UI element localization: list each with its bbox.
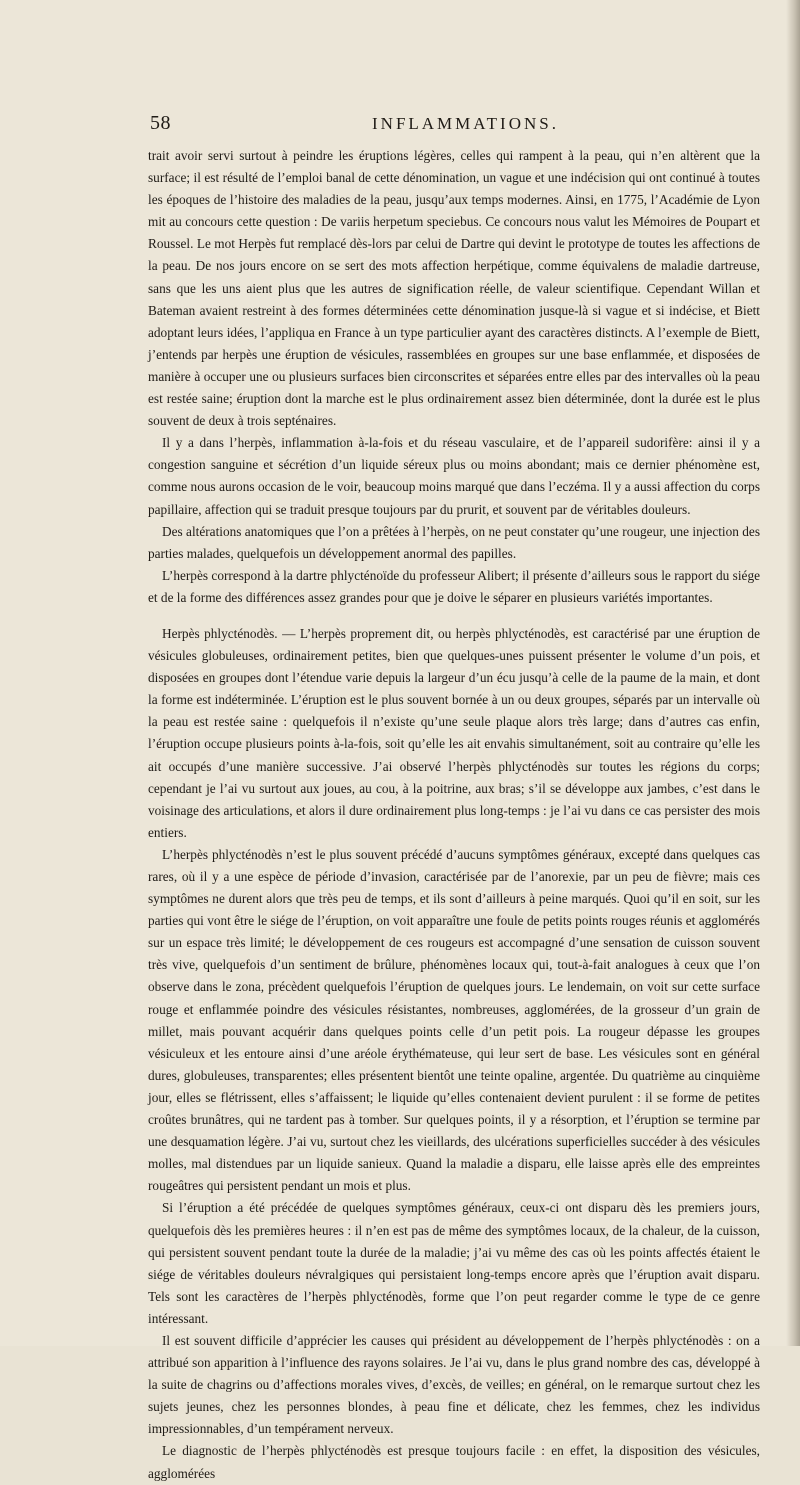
paragraph: Le diagnostic de l’herpès phlycténodès est presque toujours facile : en effet, la disposition des vésicules, agglomérées	[148, 1443, 760, 1481]
running-title: INFLAMMATIONS.	[372, 114, 559, 133]
paragraph: Si l’éruption a été précédée de quelques symptômes généraux, ceux-ci ont disparu dès les premiers jours, quelquefois dès les premières heures : il n’en est pas de même des symptômes locaux, de la chaleur, de la cuisson, qui persistent souvent pendant toute la durée de la maladie; j’ai vu même des cas où les points affectés étaient le siége de véritables douleurs névralgiques qui persistaient long-temps encore après que l’éruption avait disparu. Tels sont les caractères de l’herpès phlycténodès, forme que l’on peut regarder comme le type de ce genre intéressant.	[148, 1200, 760, 1326]
section-paragraph: Herpès phlycténodès. — L’herpès proprement dit, ou herpès phlycténodès, est caractérisé par une éruption de vésicules globuleuses, ordinairement petites, bien que quelques-unes puissent présenter le volume d’un pois, et disposées en groupes dont l’étendue varie depuis la largeur d’un écu jusqu’à celle de la paume de la main, et dont la forme est indéterminée. L’éruption est le plus souvent bornée à un ou deux groupes, séparés par un intervalle où la peau est restée saine : quelquefois il n’existe qu’une seule plaque alors très large; dans d’autres cas enfin, l’éruption occupe plusieurs points à-la-fois, soit qu’elle les ait envahis simultanément, soit au contraire qu’elle les ait occupés d’une manière successive. J’ai observé l’herpès phlycténodès sur toutes les régions du corps; cependant je l’ai vu surtout aux joues, au cou, à la poitrine, aux bras; s’il se développe aux jambes, c’est dans le voisinage des articulations, et alors il dure ordinairement plus long-temps : je l’ai vu dans ce cas persister des mois entiers.	[148, 625, 760, 840]
page-number: 58	[150, 112, 171, 134]
paragraph: Des altérations anatomiques que l’on a prêtées à l’herpès, on ne peut constater qu’une rougeur, une injection des parties malades, quelquefois un développement anormal des papilles.	[148, 523, 760, 561]
paragraph: Il y a dans l’herpès, inflammation à-la-fois et du réseau vasculaire, et de l’appareil sudorifère: ainsi il y a congestion sanguine et sécrétion d’un liquide séreux plus ou moins abondant; mais ce dernier phénomène est, comme nous aurons occasion de le voir, beaucoup moins marqué que dans l’eczéma. Il y a aussi affection du corps papillaire, affection qui se traduit presque toujours par du prurit, et souvent par de véritables douleurs.	[148, 435, 760, 517]
page-header	[150, 112, 760, 136]
page-edge-shadow	[786, 0, 800, 1346]
paragraph: trait avoir servi surtout à peindre les éruptions légères, celles qui rampent à la peau, qui n’en altèrent que la surface; il est résulté de l’emploi banal de cette dénomination, un vague et une indécision qui ont continué à toutes les époques de l’histoire des maladies de la peau, jusqu’aux temps modernes. Ainsi, en 1775, l’Académie de Lyon mit au concours cette question : De variis herpetum speciebus. Ce concours nous valut les Mémoires de Poupart et Roussel. Le mot Herpès fut remplacé dès-lors par celui de Dartre qui devint le prototype de toutes les affections de la peau. De nos jours encore on se sert des mots affection herpétique, comme équivalens de maladie dartreuse, sans que les uns aient plus que les autres de signification réelle, de valeur scientifique. Cependant Willan et Bateman avaient restreint à des formes déterminées cette dénomination jusque-là si vague et si indécise, et Biett adoptant leurs idées, l’appliqua en France à un type particulier ayant des caractères distincts. A l’exemple de Biett, j’entends par herpès une éruption de vésicules, rassemblées en groupes sur une base enflammée, et disposées de manière à occuper une ou plusieurs surfaces bien circonscrites et séparées entre elles par des intervalles où la peau est restée saine; éruption dont la marche est le plus ordinairement assez bien déterminée, dont la durée est le plus souvent de deux à trois septénaires.	[148, 148, 760, 429]
paragraph: L’herpès correspond à la dartre phlycténoïde du professeur Alibert; il présente d’ailleurs sous le rapport du siége et de la forme des différences assez grandes pour que je doive le séparer en plusieurs variétés importantes.	[148, 567, 760, 605]
body-text	[148, 145, 760, 1485]
paragraph: L’herpès phlycténodès n’est le plus souvent précédé d’aucuns symptômes généraux, excepté dans quelques cas rares, où il y a une espèce de période d’invasion, caractérisée par de l’anorexie, par un peu de fièvre; mais ces symptômes ne durent alors que très peu de temps, et ils sont d’ailleurs à peine marqués. Quoi qu’il en soit, sur les parties qui vont être le siége de l’éruption, on voit apparaître une foule de petits points rouges réunis et agglomérés sur un espace très limité; le développement de ces rougeurs est accompagné d’une sensation de cuisson souvent très vive, quelquefois d’un sentiment de brûlure, phénomènes locaux qui, tout-à-fait analogues à ceux que l’on observe dans le zona, précèdent quelquefois l’éruption de quelques jours. Le lendemain, on voit sur cette surface rouge et enflammée poindre des vésicules résistantes, nombreuses, agglomérées, de la grosseur d’un grain de millet, mais pouvant acquérir dans quelques points celle d’un petit pois. La rougeur dépasse les groupes vésiculeux et les entoure ainsi d’une aréole érythémateuse, qui leur sert de base. Les vésicules sont en général dures, globuleuses, transparentes; elles présentent bientôt une teinte opaline, argentée. Du quatrième au cinquième jour, elles se flétrissent, elles s’affaissent; le liquide qu’elles contenaient devient purulent : il se forme de petites croûtes brunâtres, qui ne tardent pas à tomber. Sur quelques points, il y a résorption, et l’éruption se termine par une desquamation légère. J’ai vu, surtout chez les vieillards, des ulcérations superficielles succéder à des vésicules molles, mal distendues par un liquide sanieux. Quand la maladie a disparu, elle laisse après elle des empreintes rougeâtres qui persistent pendant un mois et plus.	[148, 846, 760, 1194]
paragraph: Il est souvent difficile d’apprécier les causes qui président au développement de l’herpès phlycténodès : on a attribué son apparition à l’influence des rayons solaires. Je l’ai vu, dans le plus grand nombre des cas, développé à la suite de chagrins ou d’affections morales vives, d’excès, de veilles; en général, on le remarque surtout chez les sujets jeunes, chez les personnes blondes, à peau fine et délicate, chez les femmes, chez les individus impressionnables, d’un tempérament nerveux.	[148, 1332, 760, 1437]
